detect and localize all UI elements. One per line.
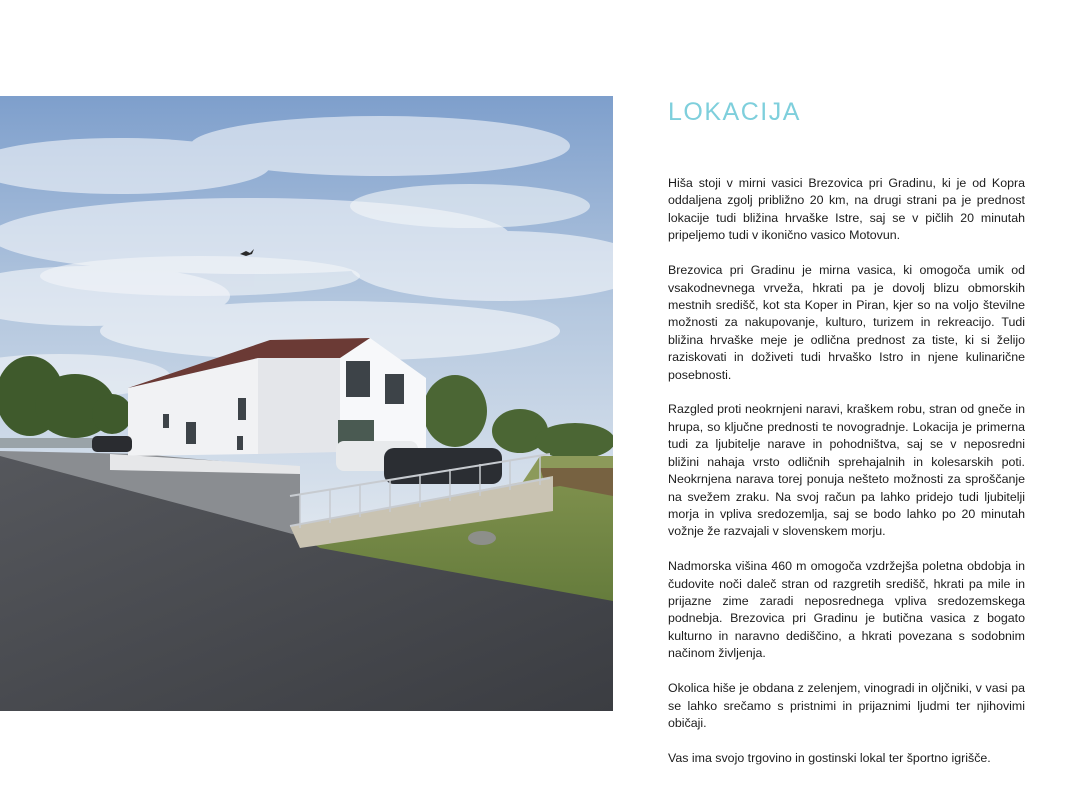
section-heading: LOKACIJA <box>668 98 801 126</box>
paragraph-surroundings: Okolica hiše je obdana z zelenjem, vinogradi in oljčniki, v vasi pa se lahko srečamo s pristnimi in prijaznimi ljudmi ter njihovimi običaji. <box>668 681 1025 730</box>
paragraph-amenities: Vas ima svojo trgovino in gostinski lokal ter športno igrišče. <box>668 750 991 765</box>
paragraph-climate: Nadmorska višina 460 m omogoča vzdržejša poletna obdobja in čudovite noči daleč stran od razgretih središč, hkrati pa mile in prijazne zime zaradi neposrednega vpliva sredozemskega podnebja. Brezovica pri Gradinu je butična vasica z bogato kulturno in naravno dediščino, a hkrati povezana s sodobnim načinom življenja. <box>668 559 1025 661</box>
house-rendering-image <box>0 96 613 711</box>
paragraph-village: Brezovica pri Gradinu je mirna vasica, ki omogoča umik od vsakodnevnega vrveža, hkrati pa je dovolj blizu obmorskih mestnih središč, kot sta Koper in Piran, kjer so na voljo številne možnosti za nakupovanje, kulturo, turizem in rekreacijo. Tudi bližina hrvaške meje je odlična prednost za tiste, ki si želijo raziskovati in doživeti tudi hrvaško Istro in njene kulinarične posebnosti. <box>668 263 1025 382</box>
paragraph-location-intro: Hiša stoji v mirni vasici Brezovica pri Gradinu, ki je od Kopra oddaljena zgolj približno 20 km, na drugi strani pa je prednost lokacije tudi bližina hrvaške Istre, saj se v pičlih 20 minutah pripeljemo tudi v ikonično vasico Motovun. <box>668 176 1025 243</box>
location-text-column <box>668 98 1025 785</box>
paragraph-nature: Razgled proti neokrnjeni naravi, kraškem robu, stran od gneče in hrupa, so ključne prednosti te novogradnje. Lokacija je primerna tudi za ljubitelje narave in pohodništva, saj se v neposredni bližini nahaja vrsto odličnih sprehajalnih in kolesarskih poti. Neokrnjena narava torej ponuja nešteto možnosti za sproščanje na svežem zraku. Na svoj račun pa lahko pridejo tudi ljubitelji morja in vpliva sredozemlja, saj se bodo lahko po 20 minutah vožnje že razvajali v slovenskem morju. <box>668 402 1025 539</box>
